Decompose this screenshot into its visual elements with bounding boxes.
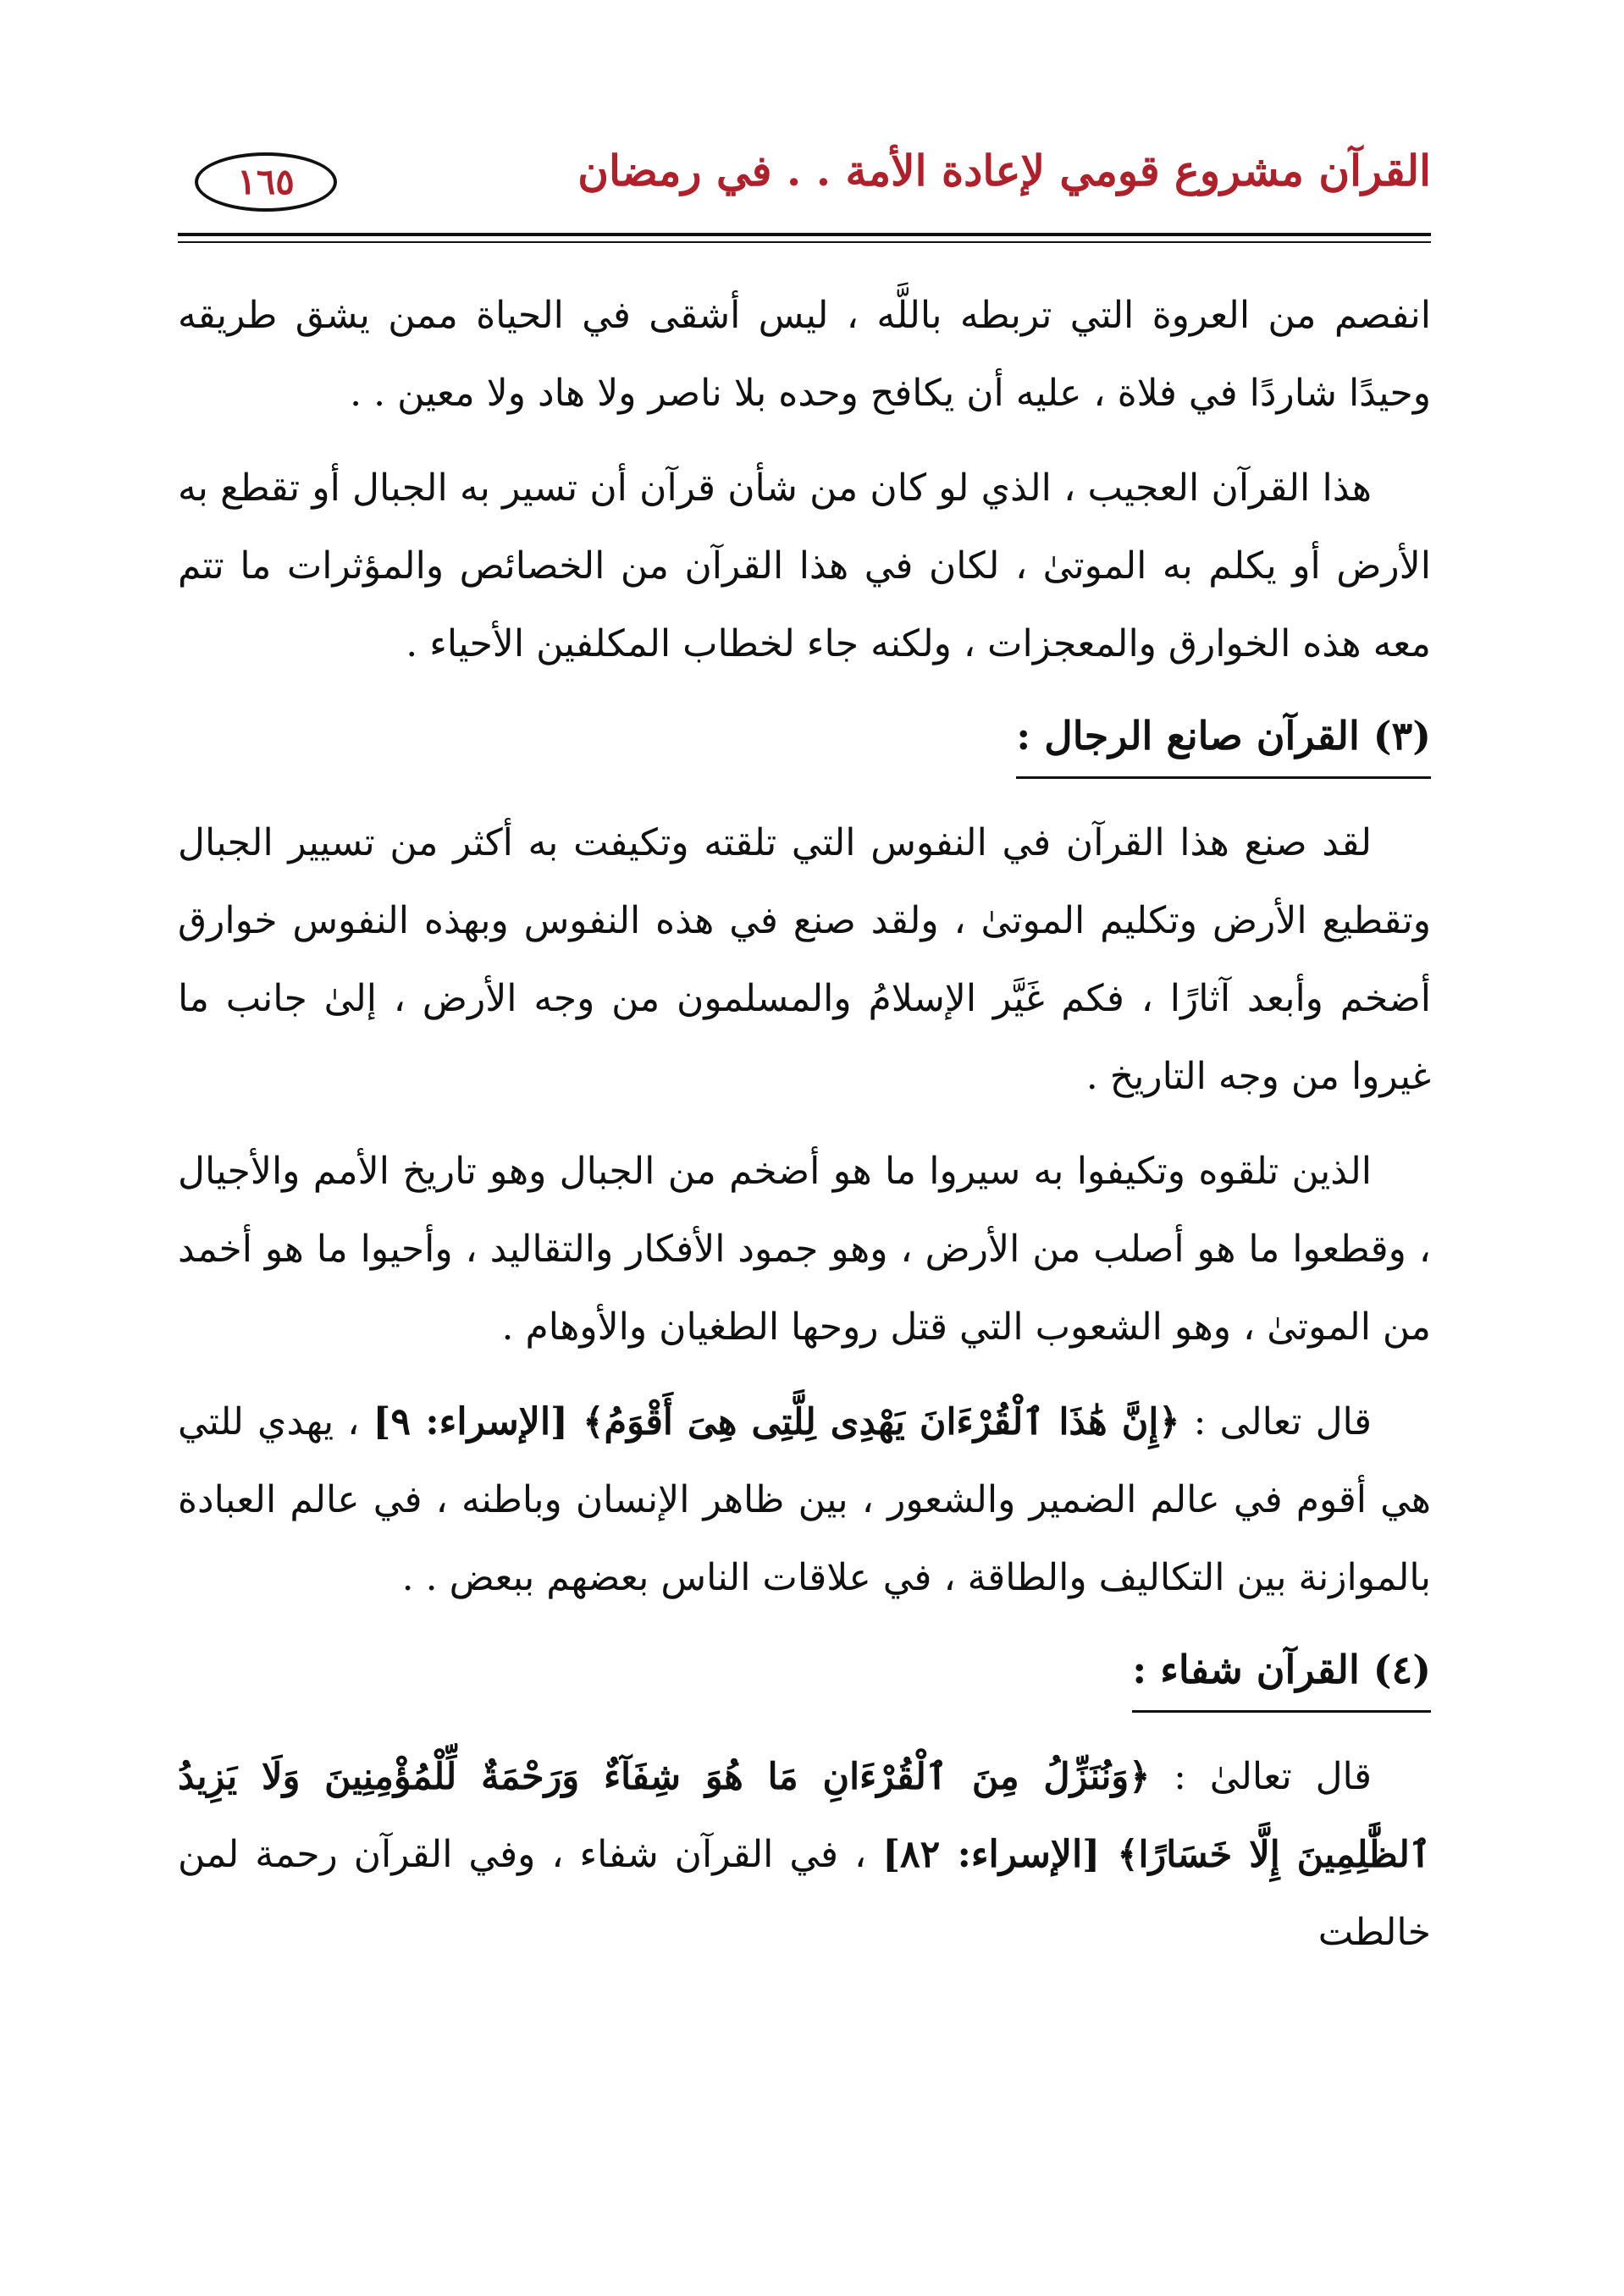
paragraph-2: هذا القرآن العجيب ، الذي لو كان من شأن قرآن أن تسير به الجبال أو تقطع به الأرض أو يكلم به الموتىٰ ، لكان في هذا القرآن من الخصائص والمؤثرات ما تتم معه هذه الخوارق والمعجزات ، ولكنه جاء لخطاب المكلفين الأحياء . <box>178 466 1431 665</box>
quran-verse-isra-9: ﴿إِنَّ هَٰذَا ٱلْقُرْءَانَ يَهْدِى لِلَّتِى هِىَ أَقْوَمُ﴾ <box>583 1401 1180 1443</box>
verse-reference-isra-82: [الإسراء: ٨٢] <box>882 1833 1118 1876</box>
section-heading-3 <box>178 700 1431 781</box>
quran-verse-isra-82: ﴿وَنُنَزِّلُ مِنَ ٱلْقُرْءَانِ مَا هُوَ شِفَآءٌ وَرَحْمَةٌ لِّلْمُؤْمِنِينَ وَلَا يَزِيدُ ٱلظَّٰلِمِينَ إِلَّا خَسَارًا﴾ <box>178 1756 1432 1876</box>
running-title: القرآن مشروع قومي لإعادة الأمة . . في رمضان <box>577 146 1431 196</box>
verse-reference-isra-9: [الإسراء: ٩] <box>373 1400 583 1443</box>
paragraph-1: انفصم من العروة التي تربطه باللَّه ، ليس أشقى في الحياة ممن يشق طريقه وحيدًا شاردًا في فلاة ، عليه أن يكافح وحده بلا ناصر ولا هاد ولا معين . . <box>178 294 1431 415</box>
header-rule-thick <box>178 233 1431 236</box>
header-rule-thin <box>178 241 1431 243</box>
paragraph-6 <box>178 1738 1431 1972</box>
page-header <box>178 127 1431 233</box>
page-body <box>178 277 1431 1972</box>
section-heading-4 <box>178 1634 1431 1714</box>
paragraph-4: الذين تلقوه وتكيفوا به سيروا ما هو أضخم من الجبال وهو تاريخ الأمم والأجيال ، وقطعوا ما هو أصلب من الأرض ، وهو جمود الأفكار والتقاليد ، وأحيوا ما هو أخمد من الموتىٰ ، وهو الشعوب التي قتل روحها الطغيان والأوهام . <box>178 1150 1431 1349</box>
paragraph-6-rest: ، في القرآن شفاء ، وفي القرآن رحمة لمن خالطت <box>178 1833 1431 1954</box>
paragraph-6-lead: قال تعالىٰ : <box>1150 1755 1373 1798</box>
page-number: ١٦٥ <box>195 152 337 212</box>
paragraph-5 <box>178 1383 1431 1617</box>
section-heading-4-text: (٤) القرآن شفاء : <box>1132 1634 1431 1713</box>
section-heading-3-text: (٣) القرآن صانع الرجال : <box>1016 700 1431 779</box>
book-page <box>178 127 1431 2244</box>
paragraph-3: لقد صنع هذا القرآن في النفوس التي تلقته وتكيفت به أكثر من تسيير الجبال وتقطيع الأرض وتكليم الموتىٰ ، ولقد صنع في هذه النفوس وبهذه النفوس خوارق أضخم وأبعد آثارًا ، فكم غَيَّر الإسلامُ والمسلمون من وجه الأرض ، إلىٰ جانب ما غيروا من وجه التاريخ . <box>178 821 1432 1098</box>
paragraph-5-rest: ، يهدي للتي هي أقوم في عالم الضمير والشعور ، بين ظاهر الإنسان وباطنه ، في عالم العبادة بالموازنة بين التكاليف والطاقة ، في علاقات الناس بعضهم ببعض . . <box>178 1400 1431 1599</box>
paragraph-5-lead: قال تعالى : <box>1179 1400 1372 1443</box>
